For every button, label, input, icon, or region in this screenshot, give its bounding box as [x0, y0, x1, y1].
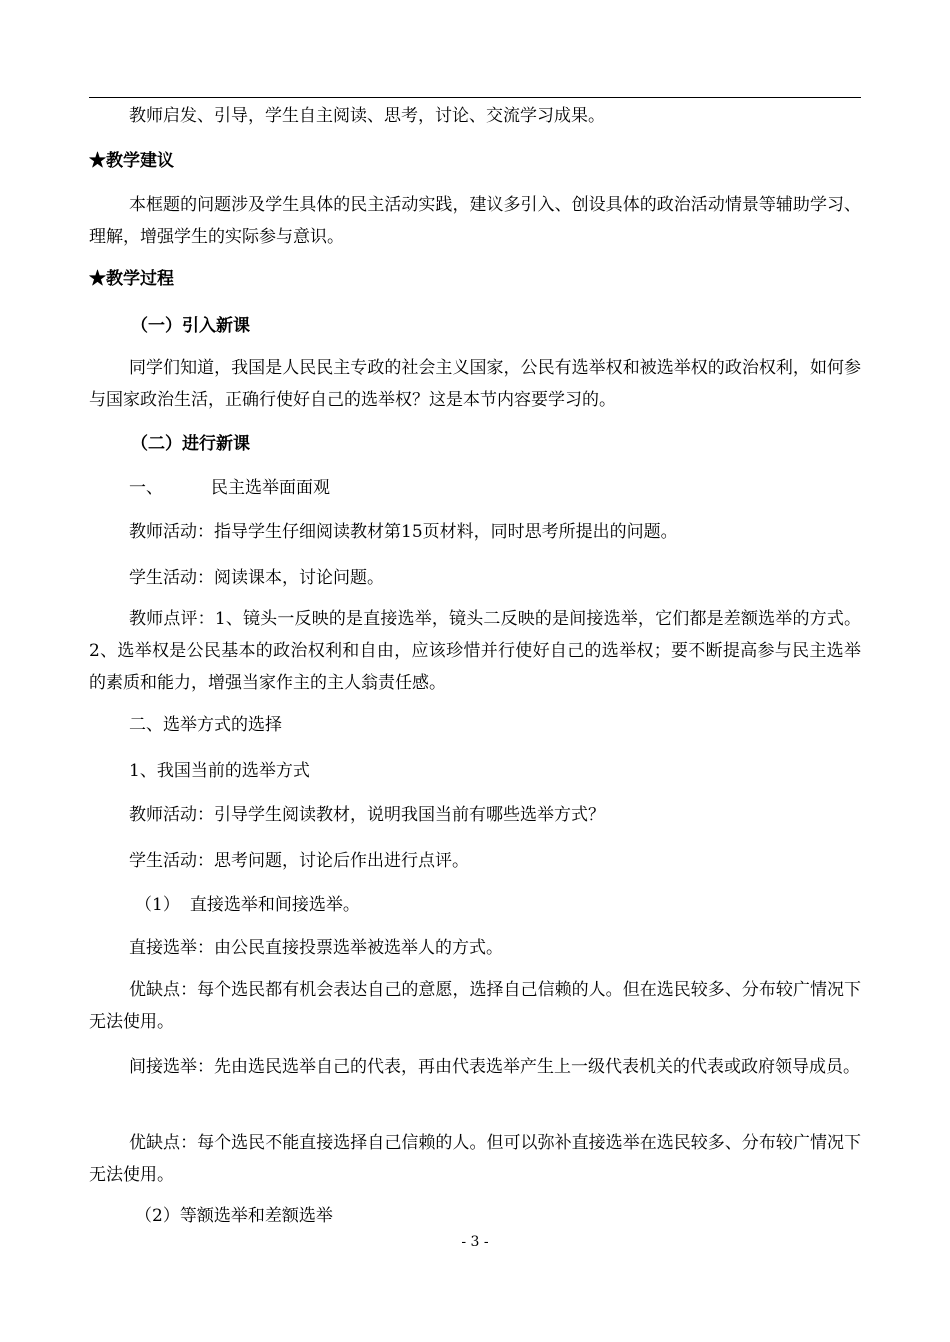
list-item-1-text: 直接选举和间接选举。	[189, 895, 360, 915]
direct-election-pros-cons: 优缺点：每个选民都有机会表达自己的意愿，选择自己信赖的人。但在选民较多、分布较广情况下无法使用。	[89, 980, 861, 1032]
heading-introduce-lesson: （一）引入新课	[131, 316, 250, 336]
section-two-heading: 二、选举方式的选择	[129, 715, 282, 735]
section-one-number: 一、	[129, 478, 163, 498]
list-item-1-number: （1）	[135, 895, 180, 915]
page-number: - 3 -	[461, 1234, 489, 1250]
direct-election-definition: 直接选举：由公民直接投票选举被选举人的方式。	[129, 938, 503, 958]
student-activity-1: 学生活动：阅读课本，讨论问题。	[129, 568, 384, 588]
header-rule	[89, 97, 861, 98]
section-one-title: 民主选举面面观	[211, 478, 330, 498]
heading-teaching-suggestion: ★教学建议	[89, 151, 174, 171]
list-item-1	[135, 895, 861, 915]
paragraph-teaching-method: 教师启发、引导，学生自主阅读、思考，讨论、交流学习成果。	[129, 106, 605, 126]
heading-new-lesson: （二）进行新课	[131, 434, 250, 454]
section-two-subheading: 1、我国当前的选举方式	[129, 761, 310, 781]
indirect-election-definition: 间接选举：先由选民选举自己的代表，再由代表选举产生上一级代表机关的代表或政府领导成员。	[129, 1057, 860, 1077]
heading-teaching-process: ★教学过程	[89, 269, 174, 289]
teacher-comment: 教师点评：1、镜头一反映的是直接选举，镜头二反映的是间接选举，它们都是差额选举的方式。2、选举权是公民基本的政治权利和自由，应该珍惜并行使好自己的选举权；要不断提高参与民主选举的素质和能力，增强当家作主的主人翁责任感。	[89, 609, 861, 693]
teacher-activity-1: 教师活动：指导学生仔细阅读教材第15页材料，同时思考所提出的问题。	[129, 522, 678, 542]
list-item-2: （2）等额选举和差额选举	[135, 1206, 333, 1226]
student-activity-2: 学生活动：思考问题，讨论后作出进行点评。	[129, 851, 469, 871]
paragraph-suggestion: 本框题的问题涉及学生具体的民主活动实践，建议多引入、创设具体的政治活动情景等辅助学习、理解，增强学生的实际参与意识。	[89, 195, 861, 247]
section-one-heading	[129, 478, 861, 498]
paragraph-introduction: 同学们知道，我国是人民民主专政的社会主义国家，公民有选举权和被选举权的政治权利，如何参与国家政治生活，正确行使好自己的选举权？这是本节内容要学习的。	[89, 358, 861, 410]
teacher-activity-2: 教师活动：引导学生阅读教材，说明我国当前有哪些选举方式？	[129, 805, 605, 825]
indirect-election-pros-cons: 优缺点：每个选民不能直接选择自己信赖的人。但可以弥补直接选举在选民较多、分布较广情况下无法使用。	[89, 1133, 861, 1185]
